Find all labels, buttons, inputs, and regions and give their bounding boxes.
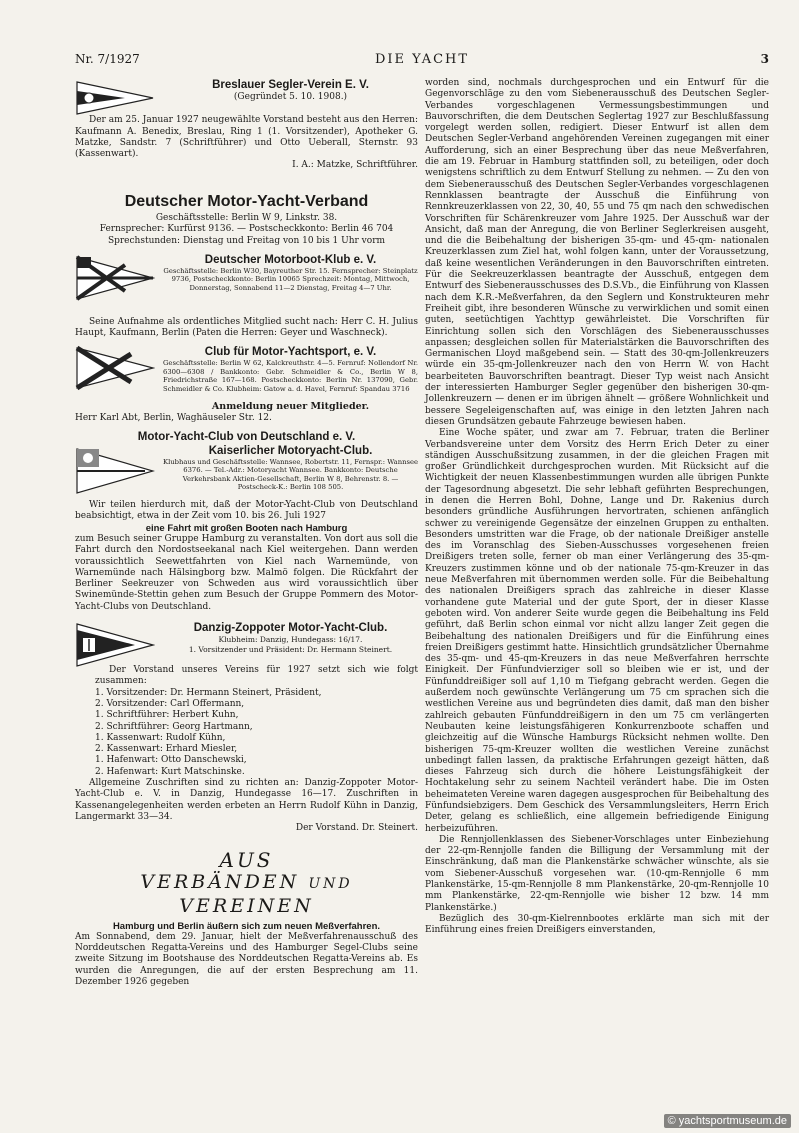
danzig-home: Klubheim: Danzig, Hundegass: 16/17. (218, 635, 363, 645)
paragraph: worden sind, nochmals durchgesprochen und ein Entwurf für die Gegenvorschläge zu den vom Siebenerausschuß des Deutschen Segler-Verbandes vorgeschlagenen Vermessungsbestimmungen und Bauvorschriften, die dem Deutschen Seglertag 1927 zur Beschlußfassung vorgelegt werden sollen, redigiert. Dieser Entwurf ist allen dem Deutschen Segler-Verband angehörenden Vereinen zugegangen mit einer Aufforderung, sich an einer Besprechung über das neue Meßverfahren, die am 19. Februar in Hamburg stattfinden soll, zu beteiligen, oder doch wenigstens schriftlich zu dem Entwurf Stellung zu nehmen. — Zu den von dem Siebenerausschuß des Deutschen Segler-Verbandes vorgeschlagenen Rennklassen beantragte der Ausschuß die Einführung von Rennkreuzerklassen von 22, 30, 40, 55 und 75 qm nach den schwedischen Vorschriften für Schärenkreuzer vom Jahre 1925. Der Ausschuß war der Ansicht, daß man der Anregung, die von Berliner Seglerkreisen ausgeht, und die die Beibehaltung der bisherigen 35-qm- und 45-qm- nationalen Kreuzerklassen zum Ziel hat, wohl folgen kann, unter der Voraussetzung, daß keine wesentlichen Veränderungen in den Bauvorschriften eintreten. Für die Seekreuzerklassen beantragte der Ausschuß, entgegen dem Entwurf des Siebenerausschusses des D.S.Vb., die Einführung von Klassen nach dem K.R.-Meßverfahren, da den Seglern und Konstrukteuren mehr Freiheit gibt, ihre besonderen Wünsche zu verwirklichen und somit einen guten, seetüchtigen Yachttyp gewährleistet. Die Vorschriften für Einrichtung sollen sich den Vorschlägen des Siebenerausschusses anpassen; desgleichen sollen für Materialstärken die Bauvorschriften des Germanischen Lloyd maßgebend sein. — Statt des 30-qm-Jollenkreuzers würde ein 35-qm-Jollenkreuzer nach den von Herrn W. von Hacht bearbeiteten Bauvorschriften beantragt. Dieser Typ weist nach Ansicht der interessierten Hamburger Segler gegenüber den bisherigen 30-qm-Jollenkreuzern — denen er im übrigen ähnelt — größere Wohnlichkeit und bessere Segeleigenschaften auf, was einige in den letzten Jahren nach diesen Grundsätzen gebaute Fahrzeuge bewiesen haben. (425, 78, 769, 427)
issue-number: Nr. 7/1927 (75, 52, 140, 66)
list-item: 2. Kassenwart: Erhard Miesler, (95, 744, 238, 755)
danzig-signature: Der Vorstand. Dr. Steinert. (295, 823, 418, 834)
dmbk-title: Deutscher Motorboot-Klub e. V. (204, 253, 377, 266)
list-item: 1. Hafenwart: Otto Danschewski, (95, 755, 247, 766)
breslau-section (75, 78, 418, 188)
page-number: 3 (760, 52, 769, 66)
mycd-text-1: Wir teilen hierdurch mit, daß der Motor-Yacht-Club von Deutschland beabsichtigt, etwa in der Zeit vom 10. bis 26. Juli 1927 (75, 500, 418, 522)
watermark: © yachtsportmuseum.de (664, 1114, 791, 1128)
cmy-text: Herr Karl Abt, Berlin, Waghäuseler Str. 12. (75, 412, 272, 423)
list-item: 1. Vorsitzender: Dr. Hermann Steinert, Präsident, (95, 687, 322, 698)
section-heading-word-3: VEREINEN (179, 894, 314, 917)
cmy-subheading: Anmeldung neuer Mitglieder. (211, 401, 370, 413)
mycd-title-2: Kaiserlicher Motoryacht-Club. (208, 445, 373, 458)
mycd-info: Klubhaus und Geschäftsstelle: Wannsee, Robertstr. 11, Fernspr.: Wannsee 6376. — Tel.-Adr.: Motoryacht Wannsee. Bankkonto: Deutsche Verkehrsbank Aktien-Gesellschaft, Berlin W 8, Behrenstr. 8. — Postscheck-K.: Berlin 108 505. (163, 458, 418, 492)
mycd-highlight: eine Fahrt mit großen Booten nach Hamburg (145, 522, 348, 534)
danzig-chair: 1. Vorsitzender und Präsident: Dr. Hermann Steinert. (188, 645, 393, 655)
breslau-founded: (Gegründet 5. 10. 1908.) (233, 92, 348, 102)
paragraph: Eine Woche später, und zwar am 7. Februar, traten die Berliner Verbandsvereine unter dem Vorsitz des Herrn Erich Deter zu einer ständigen Ausschußsitzung zusammen, in der die gleichen Fragen mit großer Gründlichkeit durchgesprochen wurden. Mit Rücksicht auf die Wichtigkeit der neuen Klassenbestimmungen wurden alle übrigen Punkte der Tagesordnung abgesetzt. Die sehr lebhaft geführten Besprechungen, in denen die Herren Bohl, Dohne, Lange und Dr. Rakenius durch besonders gründliche Ausführungen hervortraten, schienen anfänglich schwer zu vereinigende Gegensätze der einzelnen Gruppen zu enthalten. Besonders umstritten war die Frage, ob der nationale Dreißiger anstelle des im Voranschlag des Sieben-Ausschusses vorgesehenen freien Dreißigers treten solle, ferner ob man einer Verlängerung des 35-qm-Kreuzers zustimmen könne und ob der nationale 75-qm-Kreuzer in das neue Meßverfahren mit übernommen werden solle. Für die Beibehaltung des nationalen Dreißigers sprach das zahlreiche in dieser Klasse vorhandene gute Material und der gute Sport, der in dieser Klasse geboten wird. Von anderer Seite wurde gegen die Beibehaltung ins Feld geführt, daß Berlin schon einmal vor nicht allzu langer Zeit gegen die Beibehaltung des nationalen Dreißigers und für die Einführung eines freien Dreißigers gestimmt hatte. Hinsichtlich grundsätzlicher Übernahme des 35-qm- und 45-qm-Kreuzers in das neue Meßverfahren herrschte Einigkeit. Der Fünfundvierziger soll so bleiben wie er ist, und der Fünfunddreißiger soll auf 1,10 m Tiefgang gebracht werden. Gegen die außerdem noch gewünschte Verlängerung um 75 cm sprachen sich die westlichen Vereine aus und begründeten dies damit, daß man den bisher zahlreich gebauten Fünfunddreißigern in den um 75 cm verlängerten Neubauten keine leistungsfähigeren Konkurrenzboote schaffen und gleichzeitig auf die Wünsche Hamburgs Rücksicht nehmen wollte. Den bisherigen 75-qm-Kreuzer wollten die westlichen Vereine zunächst unbedingt fallen lassen, da praktische Erfahrungen gezeigt hätten, daß dieses Fahrzeug sich durch die höhere Leistungsfähigkeit der Hochtakelung sehr zu seinem Nachteil verändert habe. Die im Osten beheimateten Vereine waren dagegen ausgesprochen für Beibehaltung des Fünfundsiebzigers. Dem Geschick des Versammlungsleiters, Herrn Erich Deter, gelang es schließlich, eine allgemein befriedigende Einigung herbeizuführen. (425, 428, 769, 834)
paragraph: Bezüglich des 30-qm-Kielrennbootes erklärte man sich mit der Einführung eines freien Dreißigers einverstanden, (425, 913, 769, 936)
danzig-member-list (95, 688, 418, 778)
list-item: 2. Hafenwart: Kurt Matschinske. (95, 766, 245, 777)
dmbk-pennant-icon (75, 253, 155, 303)
breslau-signature: I. A.: Matzke, Schriftführer. (292, 160, 418, 171)
article-headline: Hamburg und Berlin äußern sich zum neuen Meßverfahren. (112, 920, 381, 932)
section-heading-word-2: UND (308, 875, 353, 892)
cmy-pennant-icon (75, 345, 155, 391)
aus-section (75, 849, 418, 989)
list-item: 1. Schriftführer: Herbert Kuhn, (95, 710, 239, 721)
danzig-intro: Der Vorstand unseres Vereins für 1927 setzt sich wie folgt zusammen: (95, 665, 418, 687)
list-item: 2. Schriftführer: Georg Hartmann, (95, 721, 253, 732)
left-column (75, 78, 418, 988)
dmbk-info: Geschäftsstelle: Berlin W30, Bayreuther Str. 15. Fernsprecher: Steinplatz 9736, Postscheckkonto: Berlin 10065 Sprechzeit: Montag, Mittwoch, Donnerstag, Sonnabend 11—2 Dienstag, Freitag 4—7 Uhr. (163, 266, 418, 292)
cmy-title: Club für Motor-Yachtsport, e. V. (204, 346, 377, 359)
mycd-text-2: zum Besuch seiner Gruppe Hamburg zu veranstalten. Von dort aus soll die Fahrt durch den Nordostseekanal nach Kiel weitergehen. Dann werden voraussichtlich Seewettfahrten von Kiel nach Warnemünde, von Warnemünde nach Hälsingborg bzw. Malmö folgen. Die Rückfahrt der Berliner Seekreuzer von Schweden aus wird voraussichtlich über Swinemünde-Stettin gehen zum Besuch der Gruppe Pommern des Motor-Yacht-Clubs von Deutschland. (75, 533, 418, 612)
cmy-section (75, 345, 418, 424)
list-item: 1. Kassenwart: Rudolf Kühn, (95, 732, 226, 743)
danzig-title: Danzig-Zoppoter Motor-Yacht-Club. (193, 622, 388, 635)
magazine-title: DIE YACHT (374, 52, 470, 67)
cmy-info: Geschäftsstelle: Berlin W 62, Kalckreuthstr. 4—5. Fernruf: Nollendorf Nr. 6300—6308 / Bankkonto: Gebr. Schmeidler & Co., Berlin W 8, Friedrichstraße 167—168. Postscheckkonto: Berlin Nr. 137090, Gebr. Schmeidler & Co. Klubheim: Gatow a. d. Havel, Fernruf: Spandau 3716 (163, 359, 418, 393)
breslau-text: Der am 25. Januar 1927 neugewählte Vorstand besteht aus den Herren: Kaufmann A. Benedix, Breslau, Ring 1 (1. Vorsitzender), Apotheker G. Matzke, Sandstr. 7 (Schriftführer) und Otto Ueberall, Sternstr. 93 (Kassenwart). (75, 115, 418, 160)
section-heading-line-1: AUS (219, 847, 274, 872)
list-item: 2. Vorsitzender: Carl Offermann, (95, 698, 245, 709)
mycd-section (75, 430, 418, 613)
paragraph: Die Rennjollenklassen des Siebener-Vorschlages unter Einbeziehung der 22-qm-Rennjolle fanden die Billigung der Versammlung mit der Einschränkung, daß man die Plankenstärke schwächer wünschte, als sie vom Siebener-Ausschuß vorgesehen war. (10-qm-Rennjolle 6 mm Plankenstärke, 15-qm-Rennjolle 8 mm Plankenstärke, 20-qm-Rennjolle 10 mm Plankenstärke, 22-qm-Rennjolle wie bisher 12 bzw. 14 mm Plankenstärke.) (425, 834, 769, 913)
section-heading (75, 849, 418, 917)
dmyv-hours: Sprechstunden: Dienstag und Freitag von 10 bis 1 Uhr vorm (107, 235, 386, 246)
breslau-title: Breslauer Segler-Verein E. V. (212, 79, 369, 91)
section-heading-word-1: VERBÄNDEN (140, 870, 300, 893)
dmyv-title: Deutscher Motor-Yacht-Verband (124, 193, 369, 210)
breslau-pennant-icon (75, 78, 155, 118)
dmbk-text: Seine Aufnahme als ordentliches Mitglied sucht nach: Herr C. H. Julius Haupt, Kaufmann, Berlin (Paten die Herren: Geyer und Waschneck). (75, 316, 418, 339)
dmyv-phone: Fernsprecher: Kurfürst 9136. — Postscheckkonto: Berlin 46 704 (99, 224, 394, 235)
mycd-flag-icon (75, 446, 155, 496)
danzig-text: Allgemeine Zuschriften sind zu richten an: Danzig-Zoppoter Motor-Yacht-Club e. V. in Danzig, Hundegasse 16—17. Zuschriften in Kassenangelegenheiten werden erbeten an Herrn Rudolf Kühn in Danzig, Langermarkt 33—34. (75, 778, 418, 822)
danzig-pennant-icon (75, 621, 155, 669)
mycd-title-1: Motor-Yacht-Club von Deutschland e. V. (137, 431, 356, 444)
danzig-section (75, 621, 418, 834)
dmbk-section (75, 253, 418, 340)
dmyv-office: Geschäftsstelle: Berlin W 9, Linkstr. 38. (155, 213, 338, 223)
article-text: Am Sonnabend, dem 29. Januar, hielt der Meßverfahrenausschuß des Norddeutschen Regatta-Vereins und des Hamburger Segel-Clubs seine zweite Sitzung im Bootshause des Norddeutschen Regatta-Vereins ab. Es wurden die Anregungen, die auf der ersten Besprechung am 11. Dezember 1926 gegeben (75, 931, 418, 987)
dmyv-section (75, 192, 418, 247)
page-header (75, 52, 769, 70)
right-column (425, 78, 769, 937)
